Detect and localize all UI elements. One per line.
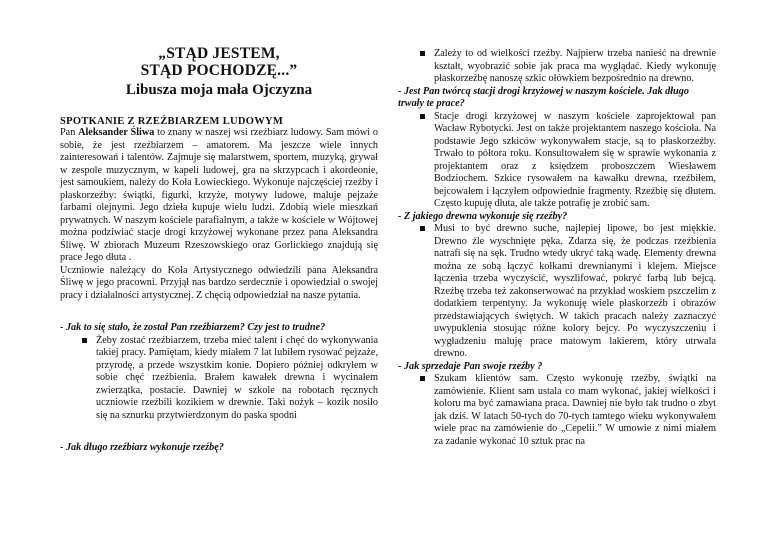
title-line-2: STĄD POCHODZĘ...” bbox=[140, 62, 298, 79]
bullet-square-icon bbox=[420, 51, 425, 56]
question-5: - Jak sprzedaje Pan swoje rzeźby ? bbox=[398, 360, 543, 372]
question-3: - Jest Pan twórcą stacji drogi krzyżowej w naszym kościele. Jak długo trwały te prace? bbox=[398, 85, 689, 109]
question-2: - Jak długo rzeźbiarz wykonuje rzeźbę? bbox=[60, 442, 224, 453]
section-heading: SPOTKANIE Z RZEŹBIARZEM LUDOWYM bbox=[60, 116, 284, 127]
bullet-square-icon bbox=[420, 114, 425, 119]
answer-5: Szukam klientów sam. Często wykonuję rzeźby, świątki na zamówienie. Klient sam ustala co mam wykonać, jakiej wielkości i koloru ma być zamawiana praca. Dawniej nie było tak trudno o zbyt jak dziś. W latach 50-tych do 70-tych tamtego wieku wykonywałem wiele prac na zamówienie do „Cepelii.” W umowie z nimi miałem za zadanie wykonać 10 sztuk prac na bbox=[398, 373, 716, 448]
answer-1: Żeby zostać rzeźbiarzem, trzeba mieć talent i chęć do wykonywania takiej pracy. Pamiętam, kiedy miałem 7 lat lubiłem rysować pejzaże, przyrodę, a przede wszystkim konie. Dopiero później odkryłem w sobie chęć rzeźbienia. Brałem kawałek drewna i wycinałem zwierzątka, postacie. Dawniej w szkole na robotach ręcznych uczniowie rzeźbili kozikiem w drewnie. Taki nożyk – kozik nosiło się na sznurku przytwierdzonym do paska spodni bbox=[60, 335, 378, 423]
question-1: - Jak to się stało, że został Pan rzeźbiarzem? Czy jest to trudne? bbox=[60, 322, 326, 333]
subtitle: Libusza moja mała Ojczyzna bbox=[125, 82, 313, 98]
question-4: - Z jakiego drewna wykonuje się rzeźby? bbox=[398, 210, 568, 222]
bullet-square-icon bbox=[82, 338, 87, 343]
bullet-square-icon bbox=[420, 376, 425, 381]
left-column bbox=[60, 0, 378, 455]
answer-4: Musi to być drewno suche, najlepiej lipowe, bo jest miękkie. Drewno źle wyschnięte pęka. Zdarza się, że podczas rzeźbienia natrafi się na sęk. Trudno wtedy ukryć taką wadę. Elementy drewna można ze sobą łączyć kołkami drewnianymi i klejem. Miejsce łączenia trzeba wyczyścić, wyszlifować, pokryć farbą lub bejcą. Rzeźbę trzeba też zakonserwować na przykład woskiem pszczelim z dodatkiem terpentyny. Ja wykonuję wiele płaskorzeźb i obrazów przedstawiających świętych. W takich pracach należy zaznaczyć uwypuklenia stosując różne kolory bejcy. Po wyczyszczeniu i wygładzeniu maluję prace matowym lakierem, który utrwala drewno. bbox=[398, 223, 716, 361]
answer-3: Stacje drogi krzyżowej w naszym kościele zaprojektował pan Wacław Rybotycki. Jest on także projektantem naszego kościoła. Na podstawie Jego szkiców wykonywałem stacje, są to płaskorzeźby. Trwało to półtora roku. Konsultowałem się w sprawie wykonania z projektantem oraz z księdzem proboszczem Wiesławem Bodziochem. Szkice rysowałem na kawałku drewna, rzeźbiłem, bejcowałem i łączyłem odpowiednie fragmenty. Rzeźbię się dłutem. Często kupuję dłuta, ale także potrafię je zrobić sam. bbox=[398, 111, 716, 211]
right-column bbox=[398, 48, 716, 448]
visit-paragraph: Uczniowie należący do Koła Artystycznego odwiedzili pana Aleksandra Śliwę w jego pracowni. Przyjął nas bardzo serdecznie i opowiedział o swojej pracy i działalności artystycznej. Z chęcią odpowiedział na nasze pytania. bbox=[60, 264, 378, 301]
answer-2: Zależy to od wielkości rzeźby. Najpierw trzeba nanieść na drewnie kształt, wyobrazić sobie jak praca ma wyglądać. Kiedy wykonuję płaskorzeźbę nanoszę szkic ołówkiem bezpośrednio na drewno. bbox=[398, 48, 716, 86]
title-line-1: „STĄD JESTEM, bbox=[158, 45, 280, 62]
intro-paragraph: Pan Aleksander Śliwa to znany w naszej wsi rzeźbiarz ludowy. Sam mówi o sobie, że jest rzeźbiarzem – amatorem. Ma jeszcze wiele innych zainteresowań i talentów. Zajmuje się malarstwem, sportem, muzyką, grywał w zespole muzycznym, w kapeli ludowej, gra na skrzypcach i akordeonie, jest samoukiem, należy do Koła Łowieckiego. Wykonuje najczęściej rzeźby i płaskorzeźby: świątki, figurki, krzyże, motywy ludowe, maluje pejzaże farbami olejnymi. Jego dzieła kupuje wielu ludzi. Zdobią wiele mieszkań prywatnych. W naszym kościele parafialnym, a także w kościele w Wójtowej można podziwiać stacje drogi krzyżowej wykonane przez pana Aleksandra Śliwę. W zbiorach Muzeum Rzeszowskiego oraz Gorlickiego znajdują się prace Jego dłuta . bbox=[60, 127, 378, 263]
bullet-square-icon bbox=[420, 226, 425, 231]
artist-name: Aleksander Śliwa bbox=[78, 127, 155, 138]
